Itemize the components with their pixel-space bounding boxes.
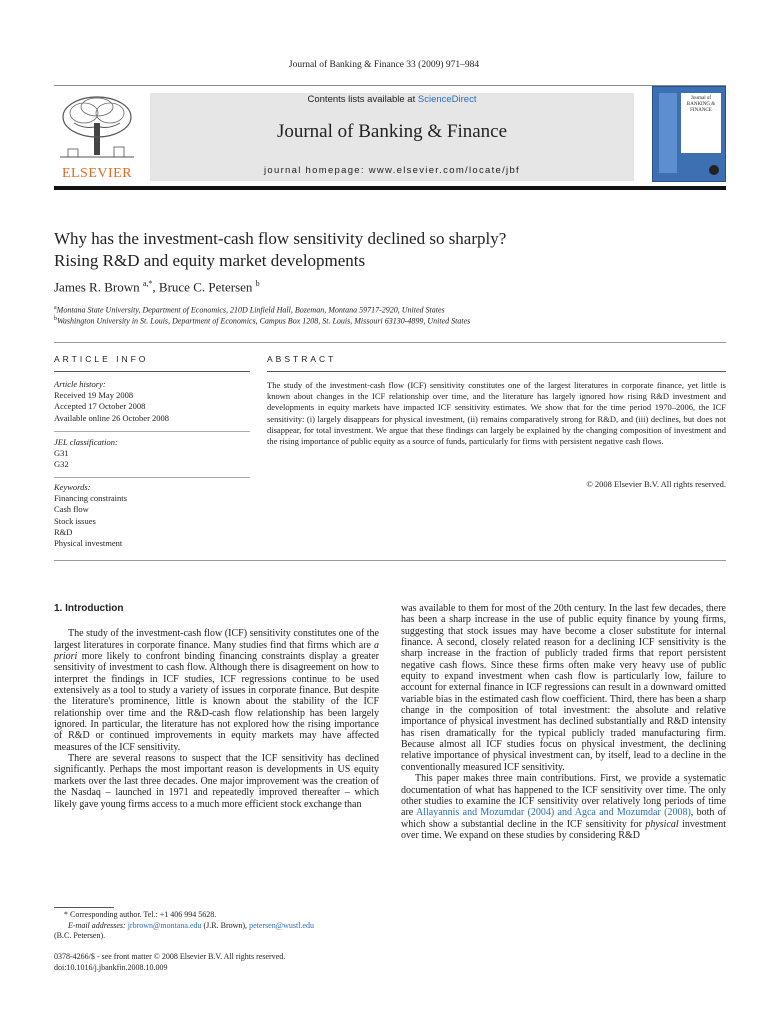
keyword-1: Financing constraints xyxy=(54,493,127,504)
r2-text-c: investment over time. We expand on these studies by considering R&D xyxy=(401,818,726,841)
p1-text-b: more likely to confront binding financing constraints display a greater sensitivity of investment to cash flow. Although there is disagreement on how to interpret the findings in ICF studies, ICF regressions continue to be used extensively as a tool to study a variety of issues in corporate finance. But despite the literature's prominence, little is known about the stability of the ICF relationship over time and the R&D-cash flow relationship has been largely ignored. In particular, the literature has not explored how the rising importance of R&D or continued improvements in equity markets may have affected measures of the ICF sensitivity. xyxy=(54,651,379,753)
article-info-heading: ARTICLE INFO xyxy=(54,354,149,364)
affiliation-a-marker: a xyxy=(54,305,57,311)
keywords-label: Keywords: xyxy=(54,482,91,492)
article-history xyxy=(54,379,250,424)
jel-classification xyxy=(54,437,250,471)
author-2: Bruce C. Petersen xyxy=(158,279,253,295)
journal-homepage: journal homepage: www.elsevier.com/locate/jbf xyxy=(264,165,520,176)
email-link-brown[interactable]: jrbrown@montana.edu xyxy=(127,920,202,930)
journal-title: Journal of Banking & Finance xyxy=(276,121,508,142)
doi-line: doi:10.1016/j.jbankfin.2008.10.009 xyxy=(54,962,168,972)
jel-code-1: G31 xyxy=(54,448,69,459)
history-label: Article history: xyxy=(54,379,106,389)
cover-emblem-icon xyxy=(709,165,719,175)
meta-top-divider xyxy=(54,342,726,343)
affiliation-b-text: Washington University in St. Louis, Department of Economics, Campus Box 1208, St. Louis, Missouri 63130-4899, United States xyxy=(57,316,471,326)
abstract-divider xyxy=(267,371,726,372)
jel-label: JEL classification: xyxy=(54,437,118,447)
article-info-divider xyxy=(54,371,250,372)
contents-prefix: Contents lists available at xyxy=(307,94,418,105)
email-label: E-mail addresses: xyxy=(68,920,126,930)
intro-paragraph-2: There are several reasons to suspect that the ICF sensitivity has declined significantly. Perhaps the most important reason is developments in US equity markets over the last three decades. One major improvement was the creation of the Nasdaq – launched in 1971 and repeatedly improved thereafter – which likely gave young firms access to a much more efficient stock exchange than xyxy=(54,753,379,810)
cover-strip xyxy=(659,93,677,173)
contents-line xyxy=(150,94,634,105)
sciencedirect-link[interactable]: ScienceDirect xyxy=(417,94,477,105)
heading-spacer xyxy=(54,614,379,628)
email-name-brown: (J.R. Brown), xyxy=(201,920,250,930)
online-date: Available online 26 October 2008 xyxy=(54,412,170,423)
keyword-2: Cash flow xyxy=(54,504,89,515)
affiliation-a xyxy=(54,305,445,315)
email-link-petersen[interactable]: petersen@wustl.edu xyxy=(249,920,314,930)
affiliation-b-marker: b xyxy=(54,316,57,322)
p1-text-a: The study of the investment-cash flow (ICF) sensitivity constitutes one of the largest literatures in corporate finance. Many studies find that firms which are xyxy=(54,628,379,651)
r2-text-a: This paper makes three main contributions. First, we provide a systematic documentation of what has happened to the ICF sensitivity over time. The only other studies to examine the ICF sensitivity over relatively long periods of time are xyxy=(401,773,726,819)
citation-link-allayannis-agca[interactable]: Allayannis and Mozumdar (2004) and Agca and Mozumdar (2008) xyxy=(415,807,691,819)
accepted-date: Accepted 17 October 2008 xyxy=(54,401,146,412)
right-paragraph-1: was available to them for most of the 20th century. In the last few decades, there has been a sharp increase in the use of public equity finance by young firms, suggesting that stock issues may have become a closer substitute for internal finance. A second, closely related reason for a declining ICF sensitivity is the sharp increase in the fraction of publicly traded firms that report persistent negative cash flows. Since these firms often make very heavy use of public equity to expand investment when cash flow is particularly low, failure to account for external finance in ICF regressions can result in a downward omitted variable bias in the estimated cash flow coefficient. Third, there has been a sharp change in the composition of total investment: the absolute and relative importance of physical investment has declined substantially and R&D intensity has risen dramatically for the typical publicly traded manufacturing firm. Because almost all ICF studies focus on physical investment, the declining relative importance of physical investment can, by itself, lead to a decline in the conventionally measured ICF sensitivity. xyxy=(401,603,726,773)
body-right-column xyxy=(401,603,726,841)
intro-paragraph-1 xyxy=(54,628,379,753)
title-line-1: Why has the investment-cash flow sensitivity declined so sharply? xyxy=(54,229,507,248)
keyword-4: R&D xyxy=(54,526,73,537)
author-1-affil[interactable]: a,* xyxy=(142,279,153,288)
footnote xyxy=(54,910,379,942)
keyword-5: Physical investment xyxy=(54,538,123,549)
jel-code-2: G32 xyxy=(54,459,69,470)
affiliation-a-text: Montana State University, Department of Economics, 210D Linfield Hall, Bozeman, Montana 59717-2920, United States xyxy=(56,305,445,315)
author-2-affil[interactable]: b xyxy=(255,279,260,288)
footnote-corresponding-text: Corresponding author. Tel.: +1 406 994 5628. xyxy=(70,910,217,919)
r2-text-b: , both of which show a substantial decline in the ICF sensitivity for xyxy=(401,807,727,830)
article-title xyxy=(54,228,714,272)
p1-italic: a priori xyxy=(54,639,379,663)
journal-cover-image xyxy=(652,86,726,182)
footnote-emails xyxy=(54,921,379,932)
received-date: Received 19 May 2008 xyxy=(54,390,134,401)
cover-label: Journal of BANKING & FINANCE xyxy=(681,93,721,153)
elsevier-wordmark: ELSEVIER xyxy=(61,166,133,181)
title-line-2: Rising R&D and equity market developments xyxy=(54,251,366,270)
keyword-3: Stock issues xyxy=(54,515,96,526)
footnote-petersen: (B.C. Petersen). xyxy=(54,931,106,940)
bottom-info xyxy=(54,952,394,973)
abstract-copyright: © 2008 Elsevier B.V. All rights reserved. xyxy=(586,479,726,489)
abstract-heading: ABSTRACT xyxy=(267,354,337,364)
jel-divider xyxy=(54,431,250,432)
affiliation-b xyxy=(54,316,470,326)
body-left-column xyxy=(54,603,379,810)
footnote-star: * xyxy=(64,910,68,919)
meta-bottom-divider xyxy=(54,560,726,561)
keywords xyxy=(54,482,250,549)
author-separator: , xyxy=(152,279,159,295)
footnote-corresponding xyxy=(54,910,379,921)
header-top-rule xyxy=(54,85,726,86)
footnote-rule xyxy=(54,907,114,908)
keywords-divider xyxy=(54,477,250,478)
author-1: James R. Brown xyxy=(54,279,140,295)
journal-reference: Journal of Banking & Finance 33 (2009) 971–984 xyxy=(288,60,480,70)
right-paragraph-2 xyxy=(401,773,726,841)
header-bottom-rule xyxy=(54,186,726,190)
r2-italic: physical xyxy=(645,818,679,830)
author-list xyxy=(54,279,260,295)
introduction-heading: 1. Introduction xyxy=(54,603,124,614)
issn-line: 0378-4266/$ - see front matter © 2008 Elsevier B.V. All rights reserved. xyxy=(54,952,286,961)
abstract-text: The study of the investment-cash flow (ICF) sensitivity constitutes one of the largest literatures in corporate finance, yet little is known about changes in the ICF relationship over time, and the literature has largely ignored how rising R&D investment and developments in equity markets have impacted ICF sensitivity estimates. We show that for the time period 1970–2006, the ICF sensitivity: (i) largely disappears for physical investment, (ii) remains comparatively strong for R&D, and (iii) declines, but does not disappear, for total investment. We argue that these findings can largely be explained by the changing composition of investment and the rising importance of public equity as a source of funds, particularly for firms with persistent negative cash flows. xyxy=(267,380,726,447)
